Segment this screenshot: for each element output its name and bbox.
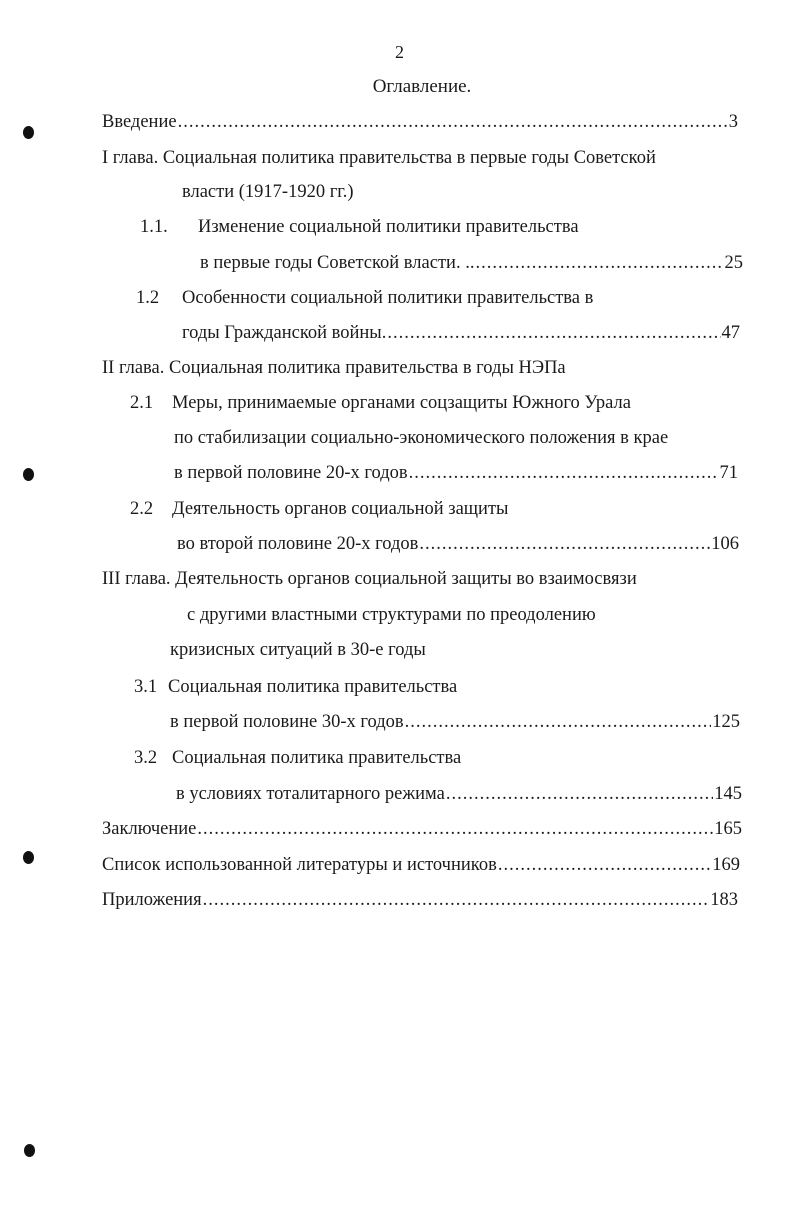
section-text: Изменение социальной политики правительства bbox=[198, 217, 579, 237]
section-title bbox=[134, 746, 461, 770]
dot-leader bbox=[387, 321, 720, 345]
section-title bbox=[130, 497, 508, 521]
section-number: 1.1. bbox=[140, 217, 168, 237]
toc-entry-intro bbox=[102, 110, 738, 134]
entry-label: Список использованной литературы и источников bbox=[102, 855, 497, 875]
toc-entry-1-2 bbox=[182, 321, 740, 345]
toc-entry-conclusion bbox=[102, 817, 742, 841]
entry-label: в первой половине 20-х годов bbox=[174, 463, 408, 483]
page-number: 2 bbox=[395, 42, 404, 62]
dot-leader bbox=[197, 817, 713, 841]
toc-title: Оглавление. bbox=[372, 76, 472, 97]
dot-leader bbox=[446, 782, 713, 806]
section-text: Социальная политика правительства bbox=[168, 677, 458, 697]
section-title bbox=[140, 215, 579, 239]
punch-hole-mark bbox=[23, 851, 34, 864]
entry-label: в условиях тоталитарного режима bbox=[176, 784, 445, 804]
dot-leader bbox=[405, 710, 712, 734]
entry-label: годы Гражданской войны. bbox=[182, 323, 387, 343]
toc-entry-2-2 bbox=[177, 532, 739, 556]
entry-page: 47 bbox=[721, 323, 740, 343]
section-text: Деятельность органов социальной защиты bbox=[172, 499, 509, 519]
section-title bbox=[130, 391, 631, 415]
chapter-heading-cont: власти (1917-1920 гг.) bbox=[182, 182, 354, 202]
entry-page: 145 bbox=[714, 784, 742, 804]
chapter-heading: III глава. Деятельность органов социальной защиты во взаимосвязи bbox=[102, 569, 637, 589]
section-text: Меры, принимаемые органами соцзащиты Южного Урала bbox=[172, 393, 631, 413]
entry-page: 3 bbox=[728, 112, 738, 132]
section-text-cont: по стабилизации социально-экономического положения в крае bbox=[174, 428, 669, 448]
toc-entry-appendices bbox=[102, 888, 738, 912]
section-number: 2.1 bbox=[130, 393, 154, 413]
section-text: Особенности социальной политики правительства в bbox=[182, 288, 594, 308]
section-number: 1.2 bbox=[136, 288, 160, 308]
entry-page: 106 bbox=[711, 534, 739, 554]
entry-page: 183 bbox=[710, 890, 738, 910]
entry-label: Заключение bbox=[102, 819, 197, 839]
dot-leader bbox=[498, 853, 711, 877]
entry-page: 125 bbox=[712, 712, 740, 732]
entry-page: 71 bbox=[719, 463, 738, 483]
section-number: 3.1 bbox=[134, 677, 158, 697]
chapter-heading-cont: кризисных ситуаций в 30-е годы bbox=[170, 640, 426, 660]
toc-entry-2-1 bbox=[174, 461, 738, 485]
toc-entry-references bbox=[102, 853, 740, 877]
dot-leader bbox=[419, 532, 710, 556]
dot-leader bbox=[409, 461, 719, 485]
entry-page: 25 bbox=[724, 253, 743, 273]
dot-leader bbox=[203, 888, 710, 912]
entry-label: во второй половине 20-х годов bbox=[177, 534, 419, 554]
punch-hole-mark bbox=[23, 468, 34, 481]
entry-page: 165 bbox=[714, 819, 742, 839]
section-number: 3.2 bbox=[134, 748, 158, 768]
dot-leader bbox=[178, 110, 728, 134]
dot-leader bbox=[475, 251, 723, 275]
entry-label: в первой половине 30-х годов bbox=[170, 712, 404, 732]
punch-hole-mark bbox=[24, 1144, 35, 1157]
punch-hole-mark bbox=[23, 126, 34, 139]
chapter-heading: II глава. Социальная политика правительства в годы НЭПа bbox=[102, 358, 566, 378]
entry-label: в первые годы Советской власти. .. bbox=[200, 253, 475, 273]
chapter-heading-cont: с другими властными структурами по преодолению bbox=[187, 605, 596, 625]
toc-entry-3-1 bbox=[170, 710, 740, 734]
section-title bbox=[136, 286, 593, 310]
section-number: 2.2 bbox=[130, 499, 154, 519]
entry-label: Введение bbox=[102, 112, 177, 132]
entry-label: Приложения bbox=[102, 890, 202, 910]
toc-entry-3-2 bbox=[176, 782, 742, 806]
entry-page: 169 bbox=[712, 855, 740, 875]
toc-entry-1-1 bbox=[200, 251, 743, 275]
section-text: Социальная политика правительства bbox=[172, 748, 462, 768]
chapter-heading: I глава. Социальная политика правительства в первые годы Советской bbox=[102, 148, 656, 168]
section-title bbox=[134, 675, 457, 699]
